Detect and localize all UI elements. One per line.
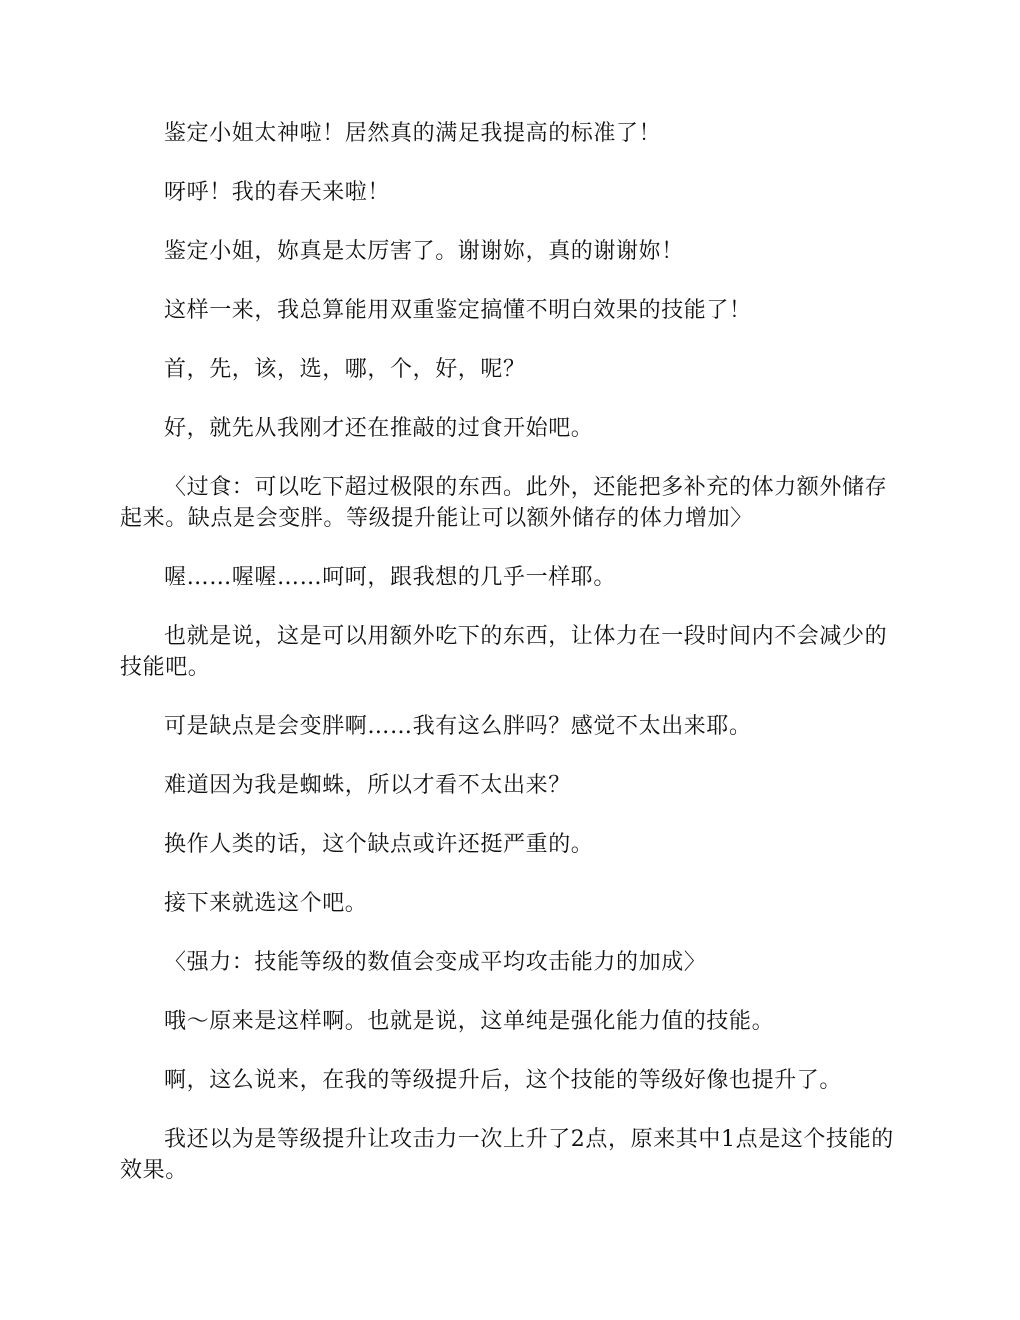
paragraph: 可是缺点是会变胖啊……我有这么胖吗？感觉不太出来耶。: [164, 714, 752, 739]
paragraph: 首，先，该，选，哪，个，好，呢？: [164, 357, 526, 382]
paragraph: 难道因为我是蜘蛛，所以才看不太出来？: [164, 773, 571, 798]
paragraph: 鉴定小姐，妳真是太厉害了。谢谢妳，真的谢谢妳！: [164, 239, 684, 264]
paragraph: 接下来就选这个吧。: [164, 891, 368, 916]
paragraph: 呀呼！我的春天来啦！: [164, 180, 391, 205]
paragraph: 鉴定小姐太神啦！居然真的满足我提高的标准了！: [164, 121, 662, 146]
paragraph: 我还以为是等级提升让攻击力一次上升了2点，原来其中1点是这个技能的效果。: [120, 1127, 894, 1183]
paragraph: 也就是说，这是可以用额外吃下的东西，让体力在一段时间内不会减少的技能吧。: [120, 624, 888, 680]
paragraph: 喔……喔喔……呵呵，跟我想的几乎一样耶。: [164, 565, 617, 590]
paragraph: 好，就先从我刚才还在推敲的过食开始吧。: [164, 416, 594, 441]
paragraph: 哦～原来是这样啊。也就是说，这单纯是强化能力值的技能。: [164, 1009, 775, 1034]
paragraph: 换作人类的话，这个缺点或许还挺严重的。: [164, 832, 594, 857]
paragraph: 这样一来，我总算能用双重鉴定搞懂不明白效果的技能了！: [164, 298, 752, 323]
skill-description-paragraph: 〈过食：可以吃下超过极限的东西。此外，还能把多补充的体力额外储存起来。缺点是会变胖。等级提升能让可以额外储存的体力增加〉: [120, 475, 888, 531]
paragraph: 啊，这么说来，在我的等级提升后，这个技能的等级好像也提升了。: [164, 1068, 843, 1093]
document-page: [120, 118, 900, 1214]
skill-description-paragraph: 〈强力：技能等级的数值会变成平均攻击能力的加成〉: [164, 950, 707, 975]
